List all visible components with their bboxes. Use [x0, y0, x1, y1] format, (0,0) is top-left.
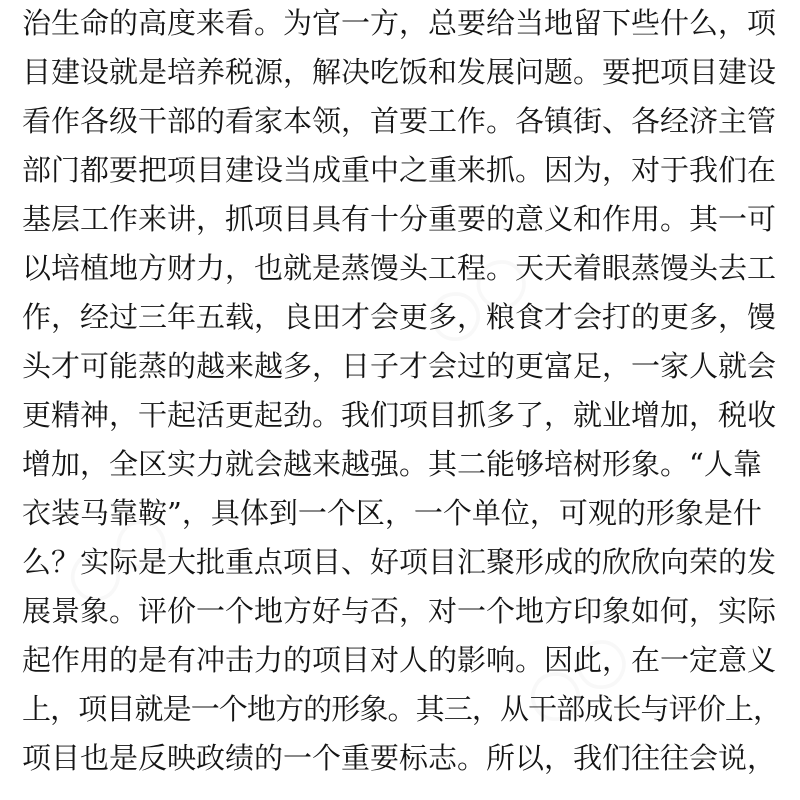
text-line: 衣装马靠鞍”，具体到一个区，一个单位，可观的形象是什: [22, 496, 762, 530]
text-line: 头才可能蒸的越来越多，日子才会过的更富足，一家人就会: [22, 349, 777, 383]
text-line: 治生命的高度来看。为官一方，总要给当地留下些什么，项: [22, 6, 777, 40]
text-line: 更精神，干起活更起劲。我们项目抓多了，就业增加，税收: [22, 398, 777, 432]
text-line: 作，经过三年五载，良田才会更多，粮食才会打的更多，馒: [22, 300, 777, 334]
text-line: 增加，全区实力就会越来越强。其二能够培树形象。“人靠: [22, 447, 762, 481]
text-line: 部门都要把项目建设当成重中之重来抓。因为，对于我们在: [22, 153, 777, 187]
text-line: 以培植地方财力，也就是蒸馒头工程。天天着眼蒸馒头去工: [22, 251, 777, 285]
watermark-mark: ○○: [408, 234, 543, 360]
watermark-mark: ○○: [508, 614, 643, 740]
text-line: 么？实际是大批重点项目、好项目汇聚形成的欣欣向荣的发: [22, 545, 777, 579]
text-line: 项目也是反映政绩的一个重要标志。所以，我们往往会说，: [22, 741, 777, 775]
text-line: 起作用的是有冲击力的项目对人的影响。因此，在一定意义: [22, 643, 777, 677]
text-line: 展景象。评价一个地方好与否，对一个地方印象如何，实际: [22, 594, 777, 628]
text-line: 基层工作来讲，抓项目具有十分重要的意义和作用。其一可: [22, 202, 777, 236]
text-line: 目建设就是培养税源，解决吃饭和发展问题。要把项目建设: [22, 55, 777, 89]
watermark-mark: ○○: [48, 494, 183, 620]
text-line: 上，项目就是一个地方的形象。其三，从干部成长与评价上，: [22, 692, 782, 726]
text-line: 看作各级干部的看家本领，首要工作。各镇街、各经济主管: [22, 104, 777, 138]
